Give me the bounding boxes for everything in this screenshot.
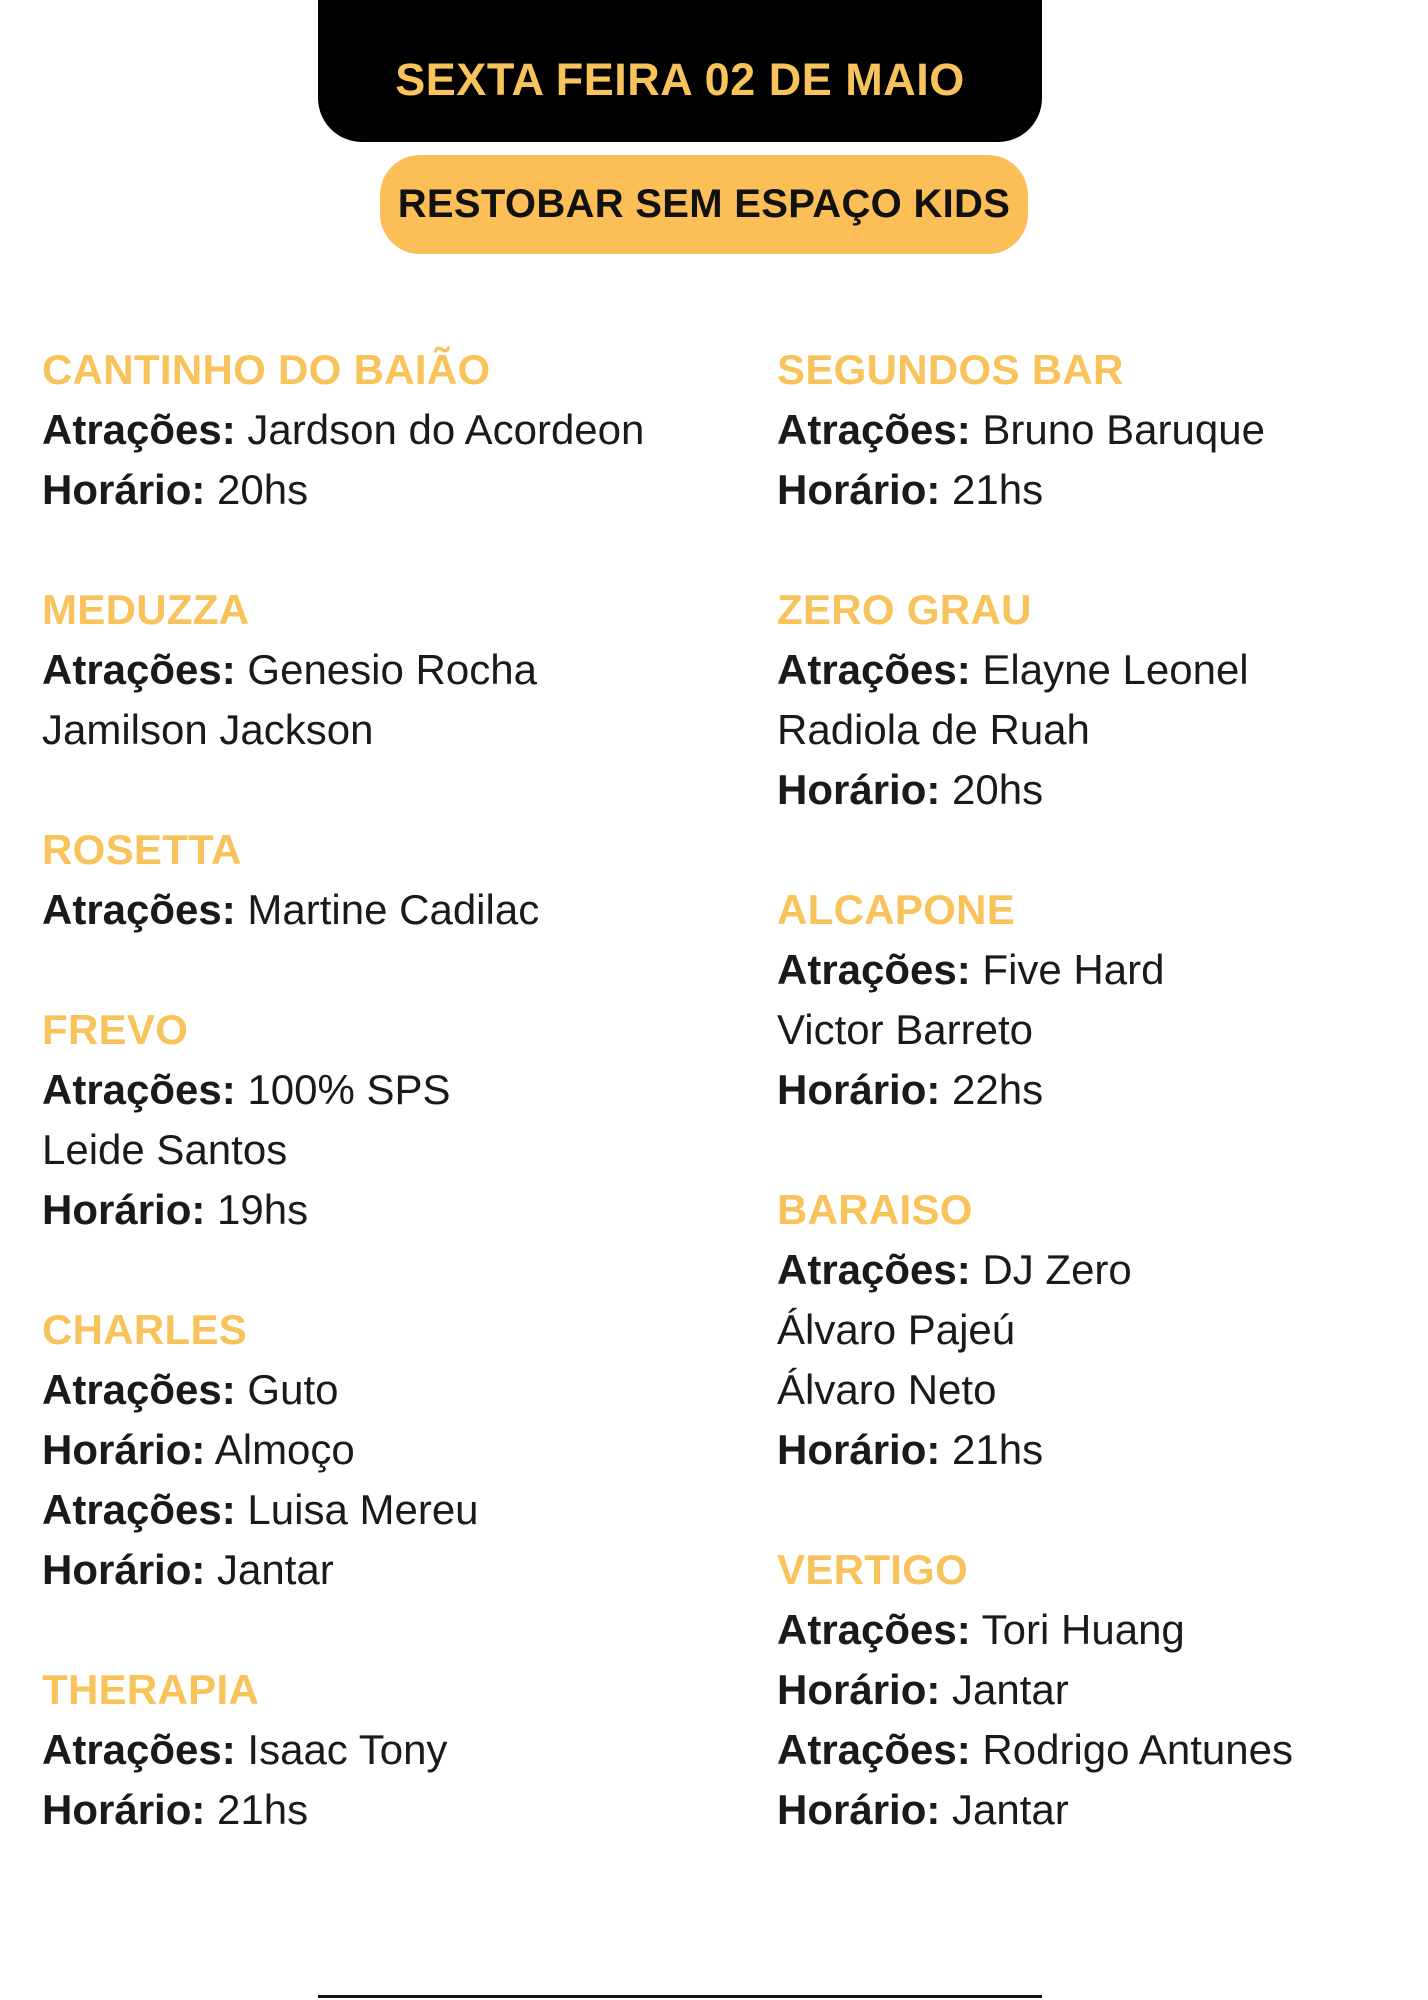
- schedule-line: [777, 1660, 1417, 1720]
- attractions-line: [777, 640, 1417, 700]
- schedule-value: 22hs: [952, 1066, 1044, 1113]
- venue-segundos-bar: [777, 340, 1417, 520]
- schedule-line: [777, 460, 1417, 520]
- attractions-line: [42, 880, 722, 940]
- schedule-label: Horário:: [42, 1186, 206, 1233]
- attractions-line: [42, 400, 722, 460]
- venue-frevo: [42, 1000, 722, 1240]
- attraction-value: Genesio Rocha: [247, 646, 537, 693]
- venue-rosetta: [42, 820, 722, 940]
- venue-name: SEGUNDOS BAR: [777, 346, 1124, 393]
- venue-name: ZERO GRAU: [777, 586, 1032, 633]
- attraction-value: Martine Cadilac: [247, 886, 540, 933]
- venue-name: CANTINHO DO BAIÃO: [42, 346, 491, 393]
- attraction-value: Guto: [247, 1366, 339, 1413]
- attraction-value: DJ Zero: [982, 1246, 1132, 1293]
- attraction-extra: Álvaro Pajeú: [777, 1306, 1016, 1353]
- attractions-label: Atrações:: [42, 1726, 236, 1773]
- left-column: [42, 340, 722, 1840]
- schedule-label: Horário:: [42, 1786, 206, 1833]
- schedule-value: 21hs: [952, 1426, 1044, 1473]
- venue-baraiso: [777, 1180, 1417, 1480]
- attractions-label: Atrações:: [42, 406, 236, 453]
- attractions-line: [42, 1360, 722, 1420]
- attraction-value: Elayne Leonel: [982, 646, 1249, 693]
- attractions-label: Atrações:: [777, 946, 971, 993]
- schedule-value: Almoço: [214, 1426, 355, 1473]
- attractions-line: [777, 1720, 1417, 1780]
- right-column: [777, 340, 1417, 1840]
- attraction-extra: Radiola de Ruah: [777, 706, 1090, 753]
- attractions-label: Atrações:: [777, 1246, 971, 1293]
- attractions-label: Atrações:: [777, 646, 971, 693]
- attractions-label: Atrações:: [42, 646, 236, 693]
- schedule-line: [777, 1780, 1417, 1840]
- venue-alcapone: [777, 880, 1417, 1120]
- schedule-value: 20hs: [952, 766, 1044, 813]
- schedule-line: [42, 1420, 722, 1480]
- schedule-line: [777, 1420, 1417, 1480]
- subtitle-pill: [380, 155, 1028, 254]
- venue-name: MEDUZZA: [42, 586, 250, 633]
- attractions-label: Atrações:: [42, 1066, 236, 1113]
- attraction-extra: Victor Barreto: [777, 1006, 1033, 1053]
- attraction-value: Bruno Baruque: [982, 406, 1265, 453]
- venue-name: ROSETTA: [42, 826, 242, 873]
- schedule-value: 19hs: [217, 1186, 309, 1233]
- schedule-value: 21hs: [952, 466, 1044, 513]
- schedule-line: [42, 1780, 722, 1840]
- attractions-label: Atrações:: [777, 1606, 971, 1653]
- schedule-label: Horário:: [42, 1546, 206, 1593]
- date-banner: [318, 0, 1042, 142]
- venue-meduzza: [42, 580, 722, 760]
- attractions-line: [42, 1480, 722, 1540]
- attraction-value: Isaac Tony: [247, 1726, 448, 1773]
- schedule-label: Horário:: [777, 766, 941, 813]
- schedule-value: 21hs: [217, 1786, 309, 1833]
- schedule-value: Jantar: [952, 1666, 1069, 1713]
- attraction-value: Five Hard: [982, 946, 1165, 993]
- venue-name: FREVO: [42, 1006, 189, 1053]
- venue-name: ALCAPONE: [777, 886, 1016, 933]
- schedule-label: Horário:: [777, 1786, 941, 1833]
- date-title: SEXTA FEIRA 02 DE MAIO: [395, 54, 965, 105]
- attractions-line: [42, 1060, 722, 1120]
- attraction-value: Luisa Mereu: [247, 1486, 479, 1533]
- schedule-line: [42, 460, 722, 520]
- schedule-label: Horário:: [777, 1426, 941, 1473]
- venue-name: BARAISO: [777, 1186, 973, 1233]
- attractions-label: Atrações:: [42, 1366, 236, 1413]
- venue-therapia: [42, 1660, 722, 1840]
- venue-vertigo: [777, 1540, 1417, 1840]
- attraction-value: 100% SPS: [247, 1066, 451, 1113]
- schedule-value: Jantar: [217, 1546, 334, 1593]
- schedule-line: [777, 1060, 1417, 1120]
- attraction-extra: Álvaro Neto: [777, 1366, 997, 1413]
- schedule-line: [42, 1540, 722, 1600]
- attractions-line: [777, 1240, 1417, 1300]
- venue-name: CHARLES: [42, 1306, 248, 1353]
- schedule-line: [777, 760, 1417, 820]
- attractions-label: Atrações:: [777, 406, 971, 453]
- subtitle-text: RESTOBAR SEM ESPAÇO KIDS: [397, 182, 1011, 226]
- attraction-value: Rodrigo Antunes: [982, 1726, 1293, 1773]
- schedule-label: Horário:: [777, 1066, 941, 1113]
- attractions-line: [777, 1600, 1417, 1660]
- attractions-line: [42, 640, 722, 700]
- schedule-label: Horário:: [42, 466, 206, 513]
- schedule-label: Horário:: [42, 1426, 206, 1473]
- attractions-label: Atrações:: [42, 1486, 236, 1533]
- attraction-extra: Leide Santos: [42, 1126, 288, 1173]
- venue-zero-grau: [777, 580, 1417, 820]
- attractions-line: [777, 940, 1417, 1000]
- schedule-value: Jantar: [952, 1786, 1069, 1833]
- attraction-value: Jardson do Acordeon: [247, 406, 645, 453]
- attractions-line: [42, 1720, 722, 1780]
- schedule-line: [42, 1180, 722, 1240]
- venue-name: VERTIGO: [777, 1546, 969, 1593]
- venue-charles: [42, 1300, 722, 1600]
- schedule-label: Horário:: [777, 1666, 941, 1713]
- attractions-label: Atrações:: [777, 1726, 971, 1773]
- venue-cantinho-do-baiao: [42, 340, 722, 520]
- bottom-divider: [318, 1995, 1042, 1998]
- venue-name: THERAPIA: [42, 1666, 260, 1713]
- attractions-line: [777, 400, 1417, 460]
- attraction-extra: Jamilson Jackson: [42, 706, 374, 753]
- attractions-label: Atrações:: [42, 886, 236, 933]
- schedule-value: 20hs: [217, 466, 309, 513]
- attraction-value: Tori Huang: [981, 1606, 1185, 1653]
- schedule-label: Horário:: [777, 466, 941, 513]
